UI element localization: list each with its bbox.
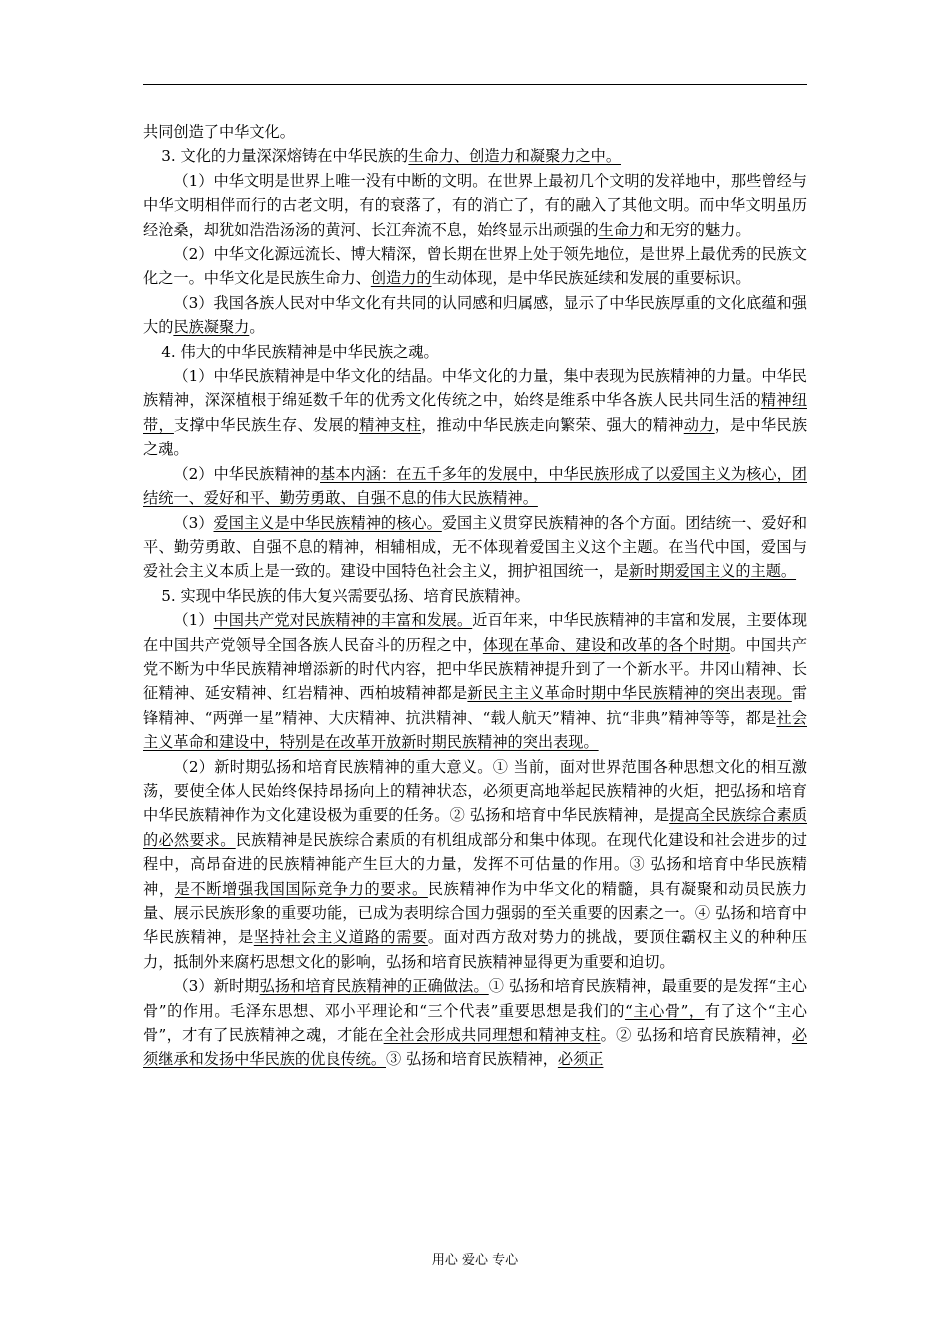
text-run: （2）中华民族精神的 xyxy=(173,464,321,483)
underlined-text: “主心骨”， xyxy=(624,1001,705,1020)
text-run: （2）中华文化源远流长、博大精深，曾长期在世界上处于领先地位，是世界上最优秀的民族文化之一。中华文化是民族生命力、 xyxy=(143,245,807,288)
text-run: （1）中华民族精神是中华文化的结晶。中华文化的力量，集中表现为民族精神的力量。中华民族精神，深深植根于绵延数千年的优秀文化传统之中，始终是维系中华各族人民共同生活的 xyxy=(143,367,807,410)
text-run: 。 xyxy=(249,318,265,337)
paragraph xyxy=(143,462,807,511)
text-run: 。中国共产党不断为中华民族精神增添新的时代内容，把中华民族精神提升到了一个新水平。井冈山精神、长征精神、延安精神、红岩精神、西柏坡精神都是 xyxy=(143,635,808,703)
text-run: 3. 文化的力量深深熔铸在中华民族的 xyxy=(161,147,409,166)
underlined-text: 社会主义革命和建设中，特别是在改革开放新时期民族精神的突出表现。 xyxy=(143,708,808,752)
underlined-text: 全社会形成共同理想和精神支柱 xyxy=(383,1026,601,1045)
paragraph xyxy=(143,755,807,975)
header-rule xyxy=(143,84,807,85)
underlined-text: 必须正 xyxy=(557,1050,604,1069)
text-run: ③ 弘扬和培育民族精神， xyxy=(386,1050,558,1069)
paragraph xyxy=(143,169,807,242)
underlined-text: 新民主主义革命时期中华民族精神的突出表现。 xyxy=(467,684,792,703)
paragraph xyxy=(143,364,807,462)
underlined-text: 动力 xyxy=(683,415,715,434)
text-run: 雷锋精神、“两弹一星”精神、大庆精神、抗洪精神、“载人航天”精神、抗“非典”精神等等，都是 xyxy=(143,684,808,727)
underlined-text: 是不断增强我国国际竞争力的要求。 xyxy=(174,879,428,898)
paragraph xyxy=(143,608,807,754)
paragraph xyxy=(143,144,807,168)
text-run: 爱国主义贯穿民族精神的各个方面。团结统一、爱好和平、勤劳勇敢、自强不息的精神，相辅相成，无不体现着爱国主义这个主题。在当代中国，爱国与爱社会主义本质上是一致的。建设中国特色社会主义，拥护祖国统一，是 xyxy=(143,513,808,581)
text-run: （3） xyxy=(173,513,214,532)
text-run: 有了这个“主心骨”，才有了民族精神之魂，才能在 xyxy=(143,1001,807,1045)
underlined-text: 新时期爱国主义的主题。 xyxy=(629,562,797,581)
text-run: 民族精神是民族综合素质的有机组成部分和集中体现。在现代化建设和社会进步的过程中，高昂奋进的民族精神能产生巨大的力量，发挥不可估量的作用。③ 弘扬和培育中华民族精神， xyxy=(143,830,808,898)
text-run: 支撑中华民族生存、发展的 xyxy=(173,415,360,434)
text-run: ，是中华民族之魂。 xyxy=(143,415,808,459)
text-run: 5. 实现中华民族的伟大复兴需要弘扬、培育民族精神。 xyxy=(161,586,530,605)
text-run: 共同创造了中华文化。 xyxy=(143,123,295,141)
paragraph xyxy=(143,584,807,608)
paragraph xyxy=(143,974,807,1072)
text-run: 4. 伟大的中华民族精神是中华民族之魂。 xyxy=(161,342,439,361)
underlined-text: 弘扬和培育民族精神的正确做法。 xyxy=(259,977,489,996)
paragraph xyxy=(143,120,807,144)
underlined-text: 爱国主义是中华民族精神的核心。 xyxy=(213,513,442,532)
text-run: 和无穷的魅力。 xyxy=(644,220,751,239)
text-run: ，推动中华民族走向繁荣、强大的精神 xyxy=(421,415,684,434)
paragraph xyxy=(143,340,807,364)
text-run: （1）中华文明是世界上唯一没有中断的文明。在世界上最初几个文明的发祥地中，那些曾经与中华文明相伴而行的古老文明，有的衰落了，有的消亡了，有的融入了其他文明。而中华文明虽历经沧桑，却犹如浩浩汤汤的黄河、长江奔流不息，始终显示出顽强的 xyxy=(143,171,807,239)
text-run: 近百年来，中华民族精神的丰富和发展，主要体现在中国共产党领导全国各族人民奋斗的历程之中， xyxy=(143,611,808,654)
underlined-text: 提高全民族综合素质的必然要求。 xyxy=(143,806,808,849)
underlined-text: 精神纽带， xyxy=(143,391,808,434)
underlined-text: 中国共产党对民族精神的丰富和发展。 xyxy=(213,611,473,630)
text-run: （1） xyxy=(173,611,214,630)
underlined-text: 生命力、创造力和凝聚力之中。 xyxy=(408,147,621,166)
underlined-text: 必须继承和发扬中华民族的优良传统。 xyxy=(143,1026,808,1069)
text-run: （2）新时期弘扬和培育民族精神的重大意义。① 当前，面对世界范围各种思想文化的相互激荡，要使全体人民始终保持昂扬向上的精神状态，必须更高地举起民族精神的火炬，把弘扬和培育中华民族精神作为文化建设极为重要的任务。② 弘扬和培育中华民族精神，是 xyxy=(143,757,807,825)
paragraph xyxy=(143,291,807,340)
page-footer: 用心 爱心 专心 xyxy=(431,1253,519,1268)
text-run: 。面对西方敌对势力的挑战，要顶住霸权主义的种种压力，抵制外来腐朽思想文化的影响，弘扬和培育民族精神显得更为重要和迫切。 xyxy=(143,928,808,971)
underlined-text: 精神支柱 xyxy=(359,415,422,434)
paragraph xyxy=(143,511,807,584)
paragraph xyxy=(143,242,807,291)
text-run: 生动体现，是中华民族延续和发展的重要标识。 xyxy=(431,269,751,288)
text-run: （3）新时期 xyxy=(173,977,260,996)
text-run: ① 弘扬和培育民族精神，最重要的是发挥“主心骨”的作用。毛泽东思想、邓小平理论和“三个代表”重要思想是我们的 xyxy=(143,977,807,1020)
text-run: （3）我国各族人民对中华文化有共同的认同感和归属感，显示了中华民族厚重的文化底蕴和强大的 xyxy=(143,293,807,337)
underlined-text: 民族凝聚力 xyxy=(173,318,250,337)
underlined-text: 体现在革命、建设和改革的各个时期 xyxy=(482,635,731,654)
text-run: 民族精神作为中华文化的精髓，具有凝聚和动员民族力量、展示民族形象的重要功能，已成为表明综合国力强弱的至关重要的因素之一。④ 弘扬和培育中华民族精神，是 xyxy=(143,879,808,947)
underlined-text: 生命力 xyxy=(598,220,645,239)
underlined-text: 坚持社会主义道路的需要 xyxy=(253,928,428,947)
text-run: 。② 弘扬和培育民族精神， xyxy=(600,1026,792,1045)
underlined-text: 基本内涵：在五千多年的发展中，中华民族形成了以爱国主义为核心，团结统一、爱好和平、勤劳勇敢、自强不息的伟大民族精神。 xyxy=(143,464,807,508)
underlined-text: 创造力的 xyxy=(370,269,432,288)
document-body xyxy=(143,120,807,1072)
